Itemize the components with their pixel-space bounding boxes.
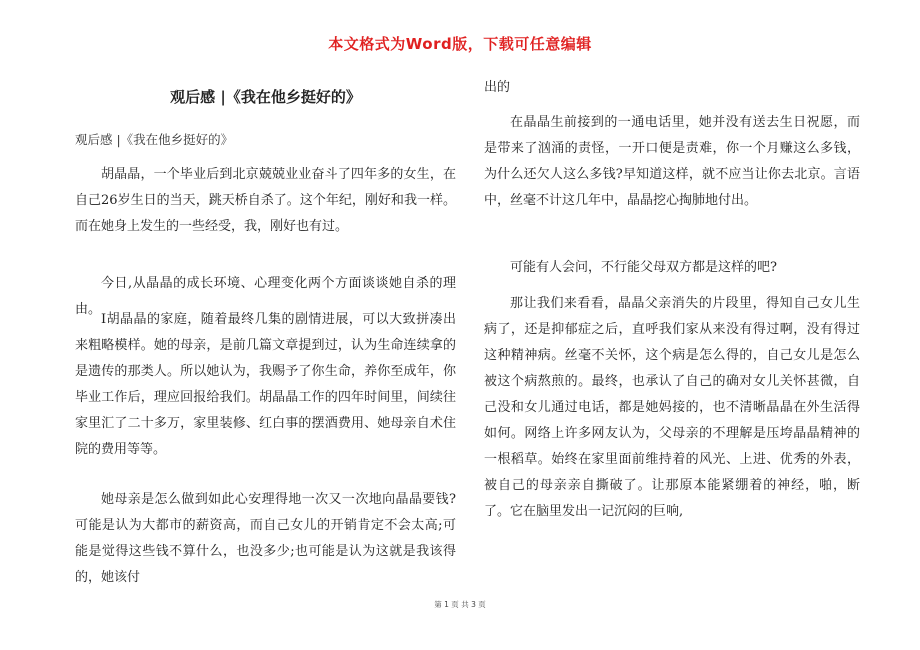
page-number: 第 1 页 共 3 页 [434, 600, 486, 609]
paragraph: 可能有人会问，不行能父母双方都是这样的吧? [510, 260, 777, 275]
paragraph: 那让我们来看看，晶晶父亲消失的片段里，得知自己女儿生病了，还是抑郁症之后，直呼我们家从来没有得过啊，没有得过这种精神病。丝毫不关怀，这个病是怎么得的，自己女儿是怎么被这个病熬煎的。最终，也承认了自己的确对女儿关怀甚微，自己没和女儿通过电话，都是她妈接的，也不清晰晶晶在外生活得如何。网络上许多网友认为，父母亲的不理解是压垮晶晶精神的一根稻草。始终在家里面前维持着的风光、上进、优秀的外表，被自己的母亲亲自撕破了。让那原本能紧绷着的神经，啪，断了。它在脑里发出一记沉闷的巨响, [484, 296, 860, 519]
paragraph: Ⅰ胡晶晶的家庭，随着最终几集的剧情进展，可以大致拼凑出来粗略模样。她的母亲，是前几篇文章提到过，认为生命连续拿的是遗传的那类人。所以她认为，我赐予了你生命，养你至成年，你毕业工作后，理应回报给我们。胡晶晶工作的四年时间里，间续往家里汇了二十多万，家里装修、红白事的摆酒费用、她母亲自术住院的费用等等。 [75, 312, 456, 457]
paragraph: 她母亲是怎么做到如此心安理得地一次又一次地向晶晶要钱?可能是认为大都市的薪资高，而自己女儿的开销肯定不会太高;可能是觉得这些钱不算什么，也没多少;也可能是认为这就是我该得的，她该付 [75, 492, 456, 585]
document-subtitle: 观后感 |《我在他乡挺好的》 [75, 132, 234, 147]
document-title: 观后感 |《我在他乡挺好的》 [170, 88, 361, 106]
word-format-banner: 本文格式为Word版，下载可任意编辑 [328, 35, 592, 53]
paragraph: 在晶晶生前接到的一通电话里，她并没有送去生日祝愿，而是带来了汹涌的责怪，一开口便是责难，你一个月赚这么多钱，为什么还欠人这么多钱?早知道这样，就不应当让你去北京。言语中，丝毫不计这几年中，晶晶挖心掏肺地付出。 [484, 115, 860, 208]
paragraph-continuation: 出的 [484, 80, 511, 95]
paragraph: 胡晶晶，一个毕业后到北京兢兢业业奋斗了四年多的女生，在自己26岁生日的当天，跳天桥自杀了。这个年纪，刚好和我一样。而在她身上发生的一些经受，我，刚好也有过。 [75, 167, 456, 234]
paragraph: 今日,从晶晶的成长环境、心理变化两个方面谈谈她自杀的理由。 [75, 276, 456, 317]
